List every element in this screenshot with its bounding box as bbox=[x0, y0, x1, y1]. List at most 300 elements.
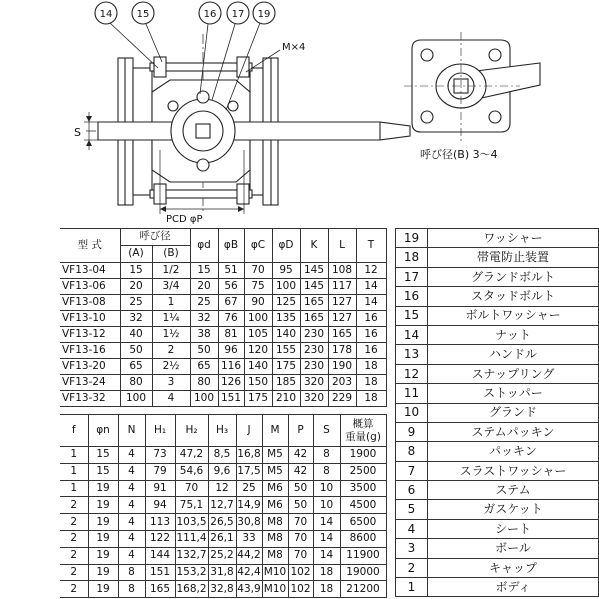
dimension-cell: 165 bbox=[328, 327, 356, 343]
spec-cell: 75,1 bbox=[175, 497, 208, 514]
dimension-cell: 32 bbox=[190, 311, 218, 327]
gland-bolt bbox=[168, 101, 178, 111]
header-weight-line2: 重量(g) bbox=[345, 430, 381, 443]
callout-leader bbox=[110, 23, 158, 68]
dimension-cell: 210 bbox=[272, 391, 300, 407]
dimension-cell: 16 bbox=[356, 343, 386, 359]
spec-cell: 144 bbox=[145, 547, 175, 564]
header-f: f bbox=[60, 415, 88, 447]
detail-caption: 呼び径(B) 3～4 bbox=[420, 148, 498, 161]
spec-cell: 6500 bbox=[340, 514, 386, 531]
spec-cell: 8 bbox=[118, 564, 145, 581]
header-a: (A) bbox=[120, 246, 152, 263]
spec-cell: 19 bbox=[88, 564, 118, 581]
callout-number: 14 bbox=[99, 9, 113, 20]
dimension-cell: 18 bbox=[356, 359, 386, 375]
dimension-cell: 190 bbox=[328, 359, 356, 375]
header-weight-line1: 概算 bbox=[352, 417, 374, 430]
dimension-cell: 50 bbox=[190, 343, 218, 359]
spec-cell: M8 bbox=[262, 547, 288, 564]
part-name: ボール bbox=[428, 539, 599, 558]
spec-cell: 32,8 bbox=[208, 581, 236, 598]
spec-cell: 2 bbox=[60, 530, 88, 547]
spec-cell: 79 bbox=[145, 463, 175, 480]
part-no: 3 bbox=[396, 539, 428, 558]
callout-leader bbox=[146, 24, 162, 62]
part-no: 7 bbox=[396, 461, 428, 480]
dimension-row bbox=[60, 263, 386, 279]
spec-cell: 19 bbox=[88, 514, 118, 531]
dimension-cell: 15 bbox=[190, 263, 218, 279]
part-name: ハンドル bbox=[428, 345, 599, 364]
dimension-cell: 135 bbox=[272, 311, 300, 327]
part-row bbox=[396, 229, 599, 248]
dimension-cell: 127 bbox=[328, 311, 356, 327]
dimension-cell: 120 bbox=[244, 343, 272, 359]
spec-cell: 31,8 bbox=[208, 564, 236, 581]
part-name: スラストワッシャー bbox=[428, 461, 599, 480]
dimension-cell: 175 bbox=[272, 359, 300, 375]
spec-cell: 3500 bbox=[340, 480, 386, 497]
spec-row bbox=[60, 530, 386, 547]
dimension-cell: 229 bbox=[328, 391, 356, 407]
dimension-cell: 100 bbox=[120, 391, 152, 407]
spec-cell: 8 bbox=[313, 447, 340, 464]
dimension-cell: 151 bbox=[218, 391, 244, 407]
part-row bbox=[396, 578, 599, 597]
spec-cell: 16,8 bbox=[236, 447, 262, 464]
part-name: ステム bbox=[428, 481, 599, 500]
dimension-cell: 81 bbox=[218, 327, 244, 343]
dimension-cell: 100 bbox=[190, 391, 218, 407]
spec-cell: 14 bbox=[313, 547, 340, 564]
part-name: キャップ bbox=[428, 558, 599, 577]
part-no: 12 bbox=[396, 364, 428, 383]
dimension-cell: 90 bbox=[244, 295, 272, 311]
part-row bbox=[396, 384, 599, 403]
part-name: グランドボルト bbox=[428, 267, 599, 286]
spec-cell: 2 bbox=[60, 497, 88, 514]
pcd-arrow-icon bbox=[160, 206, 166, 212]
header-C: φC bbox=[244, 229, 272, 263]
dimension-cell: 67 bbox=[218, 295, 244, 311]
spec-cell: 91 bbox=[145, 480, 175, 497]
spec-cell: M5 bbox=[262, 463, 288, 480]
part-no: 14 bbox=[396, 325, 428, 344]
valve-drawing bbox=[0, 0, 599, 226]
spec-row bbox=[60, 514, 386, 531]
header-b: (B) bbox=[152, 246, 190, 263]
spec-cell: 153,2 bbox=[175, 564, 208, 581]
part-no: 10 bbox=[396, 403, 428, 422]
dimension-cell: 3 bbox=[152, 375, 190, 391]
spec-cell: 42,4 bbox=[236, 564, 262, 581]
spec-cell: 1 bbox=[60, 447, 88, 464]
part-row bbox=[396, 442, 599, 461]
spec-cell: 54,6 bbox=[175, 463, 208, 480]
header-M: M bbox=[262, 415, 288, 447]
dimension-cell: 15 bbox=[120, 263, 152, 279]
parts-list bbox=[395, 228, 599, 597]
spec-cell: 12 bbox=[208, 480, 236, 497]
spec-cell: 132,7 bbox=[175, 547, 208, 564]
dimension-cell: 38 bbox=[190, 327, 218, 343]
dimension-row bbox=[60, 311, 386, 327]
spec-cell: 4 bbox=[118, 447, 145, 464]
dimension-cell: 320 bbox=[300, 391, 328, 407]
dimension-cell: 116 bbox=[218, 359, 244, 375]
spec-cell: 19 bbox=[88, 480, 118, 497]
dimension-cell: 20 bbox=[190, 279, 218, 295]
dimension-cell: 140 bbox=[244, 359, 272, 375]
part-name: ストッパー bbox=[428, 384, 599, 403]
header-P: P bbox=[288, 415, 313, 447]
dimension-cell: 14 bbox=[356, 295, 386, 311]
s-dimension-label: S bbox=[74, 126, 81, 139]
dimension-cell: 185 bbox=[272, 375, 300, 391]
spec-cell: 26,5 bbox=[208, 514, 236, 531]
dimension-cell: 203 bbox=[328, 375, 356, 391]
dimension-cell: 51 bbox=[218, 263, 244, 279]
spec-cell: 165 bbox=[145, 581, 175, 598]
dimension-cell: 230 bbox=[300, 327, 328, 343]
dimension-row bbox=[60, 375, 386, 391]
dimension-cell: 2½ bbox=[152, 359, 190, 375]
spec-cell: 2 bbox=[60, 564, 88, 581]
spec-cell: 94 bbox=[145, 497, 175, 514]
dimension-cell: 18 bbox=[356, 375, 386, 391]
nut bbox=[154, 57, 166, 77]
part-row bbox=[396, 287, 599, 306]
dimension-row bbox=[60, 359, 386, 375]
spec-cell: M10 bbox=[262, 581, 288, 598]
dimension-cell: 76 bbox=[218, 311, 244, 327]
spec-cell: 50 bbox=[288, 497, 313, 514]
dimension-cell: 20 bbox=[120, 279, 152, 295]
dimension-cell: 108 bbox=[328, 263, 356, 279]
dimension-cell: 80 bbox=[190, 375, 218, 391]
spec-cell: 21200 bbox=[340, 581, 386, 598]
part-no: 6 bbox=[396, 481, 428, 500]
spec-cell: 1 bbox=[60, 480, 88, 497]
spec-cell: 15 bbox=[88, 463, 118, 480]
dimension-cell: 3/4 bbox=[152, 279, 190, 295]
dimension-cell: VF13-08 bbox=[60, 295, 120, 311]
dimension-cell: 126 bbox=[218, 375, 244, 391]
dimension-cell: 80 bbox=[120, 375, 152, 391]
dimension-row bbox=[60, 279, 386, 295]
dimension-cell: 14 bbox=[356, 279, 386, 295]
spec-row bbox=[60, 564, 386, 581]
dimension-cell: VF13-10 bbox=[60, 311, 120, 327]
spec-cell: 19 bbox=[88, 547, 118, 564]
spec-cell: 102 bbox=[288, 581, 313, 598]
spec-table bbox=[60, 414, 387, 598]
spec-cell: 17,5 bbox=[236, 463, 262, 480]
callout-number: 19 bbox=[257, 9, 271, 20]
dimension-cell: 95 bbox=[272, 263, 300, 279]
header-T: T bbox=[356, 229, 386, 263]
header-weight bbox=[340, 415, 386, 447]
spec-cell: 14 bbox=[313, 530, 340, 547]
spec-cell: 44,2 bbox=[236, 547, 262, 564]
dimension-cell: 117 bbox=[328, 279, 356, 295]
dimension-cell: 230 bbox=[300, 343, 328, 359]
dimension-cell: VF13-24 bbox=[60, 375, 120, 391]
part-no: 11 bbox=[396, 384, 428, 403]
part-no: 5 bbox=[396, 500, 428, 519]
part-row bbox=[396, 539, 599, 558]
spec-cell: 2 bbox=[60, 514, 88, 531]
header-B: φB bbox=[218, 229, 244, 263]
part-row bbox=[396, 403, 599, 422]
spec-cell: 42 bbox=[288, 463, 313, 480]
spec-cell: 2 bbox=[60, 547, 88, 564]
callout-number: 16 bbox=[203, 9, 217, 20]
header-n: φn bbox=[88, 415, 118, 447]
s-arrow-icon bbox=[86, 140, 92, 146]
dimension-cell: 65 bbox=[190, 359, 218, 375]
part-no: 16 bbox=[396, 287, 428, 306]
dimension-cell: 127 bbox=[328, 295, 356, 311]
spec-cell: M6 bbox=[262, 497, 288, 514]
callout-number: 17 bbox=[231, 9, 245, 20]
spec-cell: 151 bbox=[145, 564, 175, 581]
dimension-cell: 25 bbox=[190, 295, 218, 311]
bolt-spec-label: M×4 bbox=[282, 42, 306, 53]
s-arrow-icon bbox=[86, 116, 92, 122]
dimension-cell: VF13-04 bbox=[60, 263, 120, 279]
spec-cell: 50 bbox=[288, 480, 313, 497]
dimension-cell: 145 bbox=[300, 279, 328, 295]
spec-cell: 10 bbox=[313, 497, 340, 514]
spec-cell: 73 bbox=[145, 447, 175, 464]
part-no: 2 bbox=[396, 558, 428, 577]
spec-cell: 14,9 bbox=[236, 497, 262, 514]
spec-cell: 168,2 bbox=[175, 581, 208, 598]
header-d: φd bbox=[190, 229, 218, 263]
header-D: φD bbox=[272, 229, 300, 263]
spec-cell: 4 bbox=[118, 497, 145, 514]
spec-cell: 42 bbox=[288, 447, 313, 464]
part-row bbox=[396, 267, 599, 286]
gland-bolt bbox=[197, 159, 209, 171]
part-name: ワッシャー bbox=[428, 229, 599, 248]
spec-cell: 4 bbox=[118, 514, 145, 531]
part-no: 15 bbox=[396, 306, 428, 325]
spec-row bbox=[60, 447, 386, 464]
part-row bbox=[396, 461, 599, 480]
part-name: スタッドボルト bbox=[428, 287, 599, 306]
spec-cell: 12,7 bbox=[208, 497, 236, 514]
dimension-cell: VF13-06 bbox=[60, 279, 120, 295]
header-K: K bbox=[300, 229, 328, 263]
part-name: ボルトワッシャー bbox=[428, 306, 599, 325]
dimension-cell: 178 bbox=[328, 343, 356, 359]
dimension-header-row bbox=[60, 229, 386, 246]
part-no: 17 bbox=[396, 267, 428, 286]
parts-list-body bbox=[396, 229, 599, 597]
spec-cell: 4 bbox=[118, 547, 145, 564]
handle bbox=[98, 122, 410, 140]
spec-cell: 4 bbox=[118, 463, 145, 480]
dimension-cell: 75 bbox=[244, 279, 272, 295]
part-row bbox=[396, 519, 599, 538]
spec-cell: 70 bbox=[288, 547, 313, 564]
dimension-cell: 96 bbox=[218, 343, 244, 359]
part-name: ボディ bbox=[428, 578, 599, 597]
spec-cell: M8 bbox=[262, 514, 288, 531]
part-row bbox=[396, 325, 599, 344]
dimension-row bbox=[60, 343, 386, 359]
part-row bbox=[396, 481, 599, 500]
spec-cell: 8 bbox=[313, 463, 340, 480]
part-name: ナット bbox=[428, 325, 599, 344]
dimension-cell: 16 bbox=[356, 311, 386, 327]
part-no: 4 bbox=[396, 519, 428, 538]
part-name: スナップリング bbox=[428, 364, 599, 383]
spec-cell: M10 bbox=[262, 564, 288, 581]
part-name: ガスケット bbox=[428, 500, 599, 519]
spec-cell: 70 bbox=[175, 480, 208, 497]
spec-cell: 1900 bbox=[340, 447, 386, 464]
header-H1: H₁ bbox=[145, 415, 175, 447]
spec-cell: 8 bbox=[118, 581, 145, 598]
header-S: S bbox=[313, 415, 340, 447]
part-row bbox=[396, 422, 599, 441]
gland-bolt bbox=[197, 91, 209, 103]
callout-number: 15 bbox=[136, 9, 150, 20]
spec-cell: 113 bbox=[145, 514, 175, 531]
spec-cell: M5 bbox=[262, 447, 288, 464]
detail-view bbox=[404, 32, 540, 142]
header-H3: H₃ bbox=[208, 415, 236, 447]
spec-table-body bbox=[60, 447, 386, 598]
spec-header-row bbox=[60, 415, 386, 447]
part-name: ステムパッキン bbox=[428, 422, 599, 441]
nut bbox=[237, 184, 249, 204]
spec-cell: 111,4 bbox=[175, 530, 208, 547]
spec-cell: 26,1 bbox=[208, 530, 236, 547]
spec-cell: 19 bbox=[88, 530, 118, 547]
part-row bbox=[396, 306, 599, 325]
part-row bbox=[396, 500, 599, 519]
spec-cell: 10 bbox=[313, 480, 340, 497]
stem-square bbox=[196, 124, 210, 138]
dimension-cell: 56 bbox=[218, 279, 244, 295]
spec-cell: 9,6 bbox=[208, 463, 236, 480]
spec-cell: 8,5 bbox=[208, 447, 236, 464]
dimension-cell: VF13-16 bbox=[60, 343, 120, 359]
dimension-cell: 25 bbox=[120, 295, 152, 311]
dimension-table-body bbox=[60, 263, 386, 407]
part-no: 19 bbox=[396, 229, 428, 248]
dimension-cell: 155 bbox=[272, 343, 300, 359]
spec-cell: 2 bbox=[60, 581, 88, 598]
spec-cell: 70 bbox=[288, 514, 313, 531]
part-name: 帯電防止装置 bbox=[428, 248, 599, 267]
spec-cell: 2500 bbox=[340, 463, 386, 480]
spec-cell: 18 bbox=[313, 564, 340, 581]
spec-cell: 14 bbox=[313, 514, 340, 531]
part-no: 8 bbox=[396, 442, 428, 461]
spec-row bbox=[60, 497, 386, 514]
part-no: 1 bbox=[396, 578, 428, 597]
dimension-cell: 145 bbox=[300, 263, 328, 279]
spec-cell: 47,2 bbox=[175, 447, 208, 464]
dimension-cell: 125 bbox=[272, 295, 300, 311]
spec-cell: 25,2 bbox=[208, 547, 236, 564]
dimension-cell: 320 bbox=[300, 375, 328, 391]
spec-cell: 18 bbox=[313, 581, 340, 598]
dimension-cell: 165 bbox=[300, 311, 328, 327]
dimension-cell: 175 bbox=[244, 391, 272, 407]
dimension-cell: 50 bbox=[120, 343, 152, 359]
spec-cell: 25 bbox=[236, 480, 262, 497]
pcd-arrow-icon bbox=[238, 206, 244, 212]
spec-cell: 4 bbox=[118, 530, 145, 547]
dimension-cell: 165 bbox=[300, 295, 328, 311]
part-name: パッキン bbox=[428, 442, 599, 461]
spec-cell: 4500 bbox=[340, 497, 386, 514]
spec-row bbox=[60, 547, 386, 564]
spec-cell: 30,8 bbox=[236, 514, 262, 531]
part-no: 18 bbox=[396, 248, 428, 267]
dimension-cell: VF13-32 bbox=[60, 391, 120, 407]
dimension-cell: 230 bbox=[300, 359, 328, 375]
spec-cell: 122 bbox=[145, 530, 175, 547]
dimension-table bbox=[60, 228, 387, 407]
part-no: 13 bbox=[396, 345, 428, 364]
dimension-cell: 70 bbox=[244, 263, 272, 279]
dimension-cell: 1¼ bbox=[152, 311, 190, 327]
dimension-row bbox=[60, 391, 386, 407]
spec-cell: 103,5 bbox=[175, 514, 208, 531]
part-row bbox=[396, 345, 599, 364]
header-J: J bbox=[236, 415, 262, 447]
pcd-dimension-label: PCD φP bbox=[166, 214, 203, 225]
spec-cell: M8 bbox=[262, 530, 288, 547]
dimension-cell: 1/2 bbox=[152, 263, 190, 279]
part-name: グランド bbox=[428, 403, 599, 422]
spec-cell: 1 bbox=[60, 463, 88, 480]
dimension-cell: 1½ bbox=[152, 327, 190, 343]
dimension-cell: 100 bbox=[244, 311, 272, 327]
dimension-cell: 18 bbox=[356, 391, 386, 407]
spec-cell: 19 bbox=[88, 497, 118, 514]
spec-cell: 33 bbox=[236, 530, 262, 547]
dimension-cell: 150 bbox=[244, 375, 272, 391]
header-H2: H₂ bbox=[175, 415, 208, 447]
spec-cell: 19000 bbox=[340, 564, 386, 581]
spec-row bbox=[60, 463, 386, 480]
spec-cell: 4 bbox=[118, 480, 145, 497]
dimension-cell: 1 bbox=[152, 295, 190, 311]
dimension-row bbox=[60, 295, 386, 311]
spec-cell: 8600 bbox=[340, 530, 386, 547]
header-nominal-size: 呼び径 bbox=[120, 229, 190, 246]
spec-cell: 102 bbox=[288, 564, 313, 581]
spec-cell: 15 bbox=[88, 447, 118, 464]
dimension-cell: 2 bbox=[152, 343, 190, 359]
dimension-cell: 4 bbox=[152, 391, 190, 407]
dimension-cell: 32 bbox=[120, 311, 152, 327]
spec-cell: 70 bbox=[288, 530, 313, 547]
header-N: N bbox=[118, 415, 145, 447]
spec-cell: 19 bbox=[88, 581, 118, 598]
spec-cell: M6 bbox=[262, 480, 288, 497]
dimension-cell: VF13-12 bbox=[60, 327, 120, 343]
